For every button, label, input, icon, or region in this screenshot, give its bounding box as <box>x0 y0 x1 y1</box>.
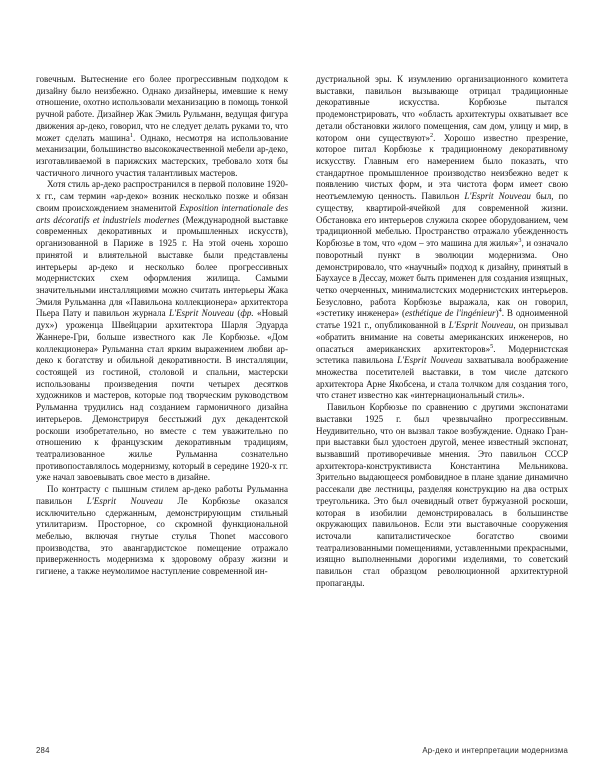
footnote-marker: 4 <box>498 307 502 315</box>
text-run: захватывала воображение множества посетителей выставки, в том числе датского архитектора Арне Якобсена, и стала толчком для создания того, что станет известно как «интернациональный стиль». <box>316 355 568 401</box>
italic-phrase: L'Esprit Nouveau <box>86 495 163 506</box>
italic-phrase: esthétique de l'ingénieur <box>405 308 496 319</box>
paragraph <box>316 74 568 402</box>
italic-phrase: Exposition internationale des arts décoratifs et industriels modernes <box>36 202 288 225</box>
text-run: . В одноименной статье 1921 г., опубликованной в <box>316 308 569 331</box>
footnote-marker: 2 <box>430 131 434 139</box>
paragraph <box>36 484 288 578</box>
text-run: Хотя стиль ар-деко распространился в первой половине 1920-х гг., сам термин «ар-деко» возник несколько позже и обязан своим происхождением знаменитой <box>36 179 288 213</box>
text-run: . Модернистская эстетика павильона <box>316 343 569 366</box>
running-head: Ар-деко и интерпретации модернизма <box>422 745 568 755</box>
italic-phrase: L'Esprit Nouveau <box>169 308 234 319</box>
text-run: , и означало поворотный пункт в эволюции модернизма. Оно демонстрировало, что «научный» подход к дизайну, принятый в Баухаусе в Дессау, может быть применен для создания изящных, четко очерченных, минималистских модернистских интерьеров. Безусловно, работа Корбюзье выражала, как он говорил, «эстетику инженера» ( <box>316 238 569 319</box>
italic-phrase: L'Esprit Nouveau <box>464 191 531 202</box>
footnote-marker: 3 <box>518 237 522 245</box>
text-run: . Однако, несмотря на использование механизации, большинство высококачественной мебели ар-деко, изготавливаемой в парижских мастерских, требовало хотя бы частичного личного участия талантливых мастеров. <box>36 132 288 178</box>
page-number: 284 <box>36 745 50 755</box>
text-run: ( <box>233 308 241 319</box>
text-run: Павильон Корбюзье по сравнению с другими экспонатами выставки 1925 г. был чрезвычайно прогрессивным. Неудивительно, что он вызвал такое возбуждение. Однако Гран-при выставки был удостоен другой, менее известный экспонат, вызвавший противоречивые мнения. Это павильон СССР архитектора-конструктивиста Константина Мельникова. Зрительно выдающееся ромбовидное в плане здание динамично рассекали две лестницы, разделяя конструкцию на два острых треугольника. Это был очевидный ответ буржуазной роскоши, которая в изобилии демонстрировалась в большинстве окружающих павильонов. Если эти выставочные сооружения источали капиталистическое богатство своими театрализованными помещениями, уставленными прекрасными, изящно выполненными дорогими изделиями, то советский павильон стал образцом революционной архитектурной пропаганды. <box>316 402 568 588</box>
paragraph <box>36 179 288 484</box>
left-text-column <box>36 74 288 704</box>
text-run: (Международной выставке современных декоративных и промышленных искусств), организованной в Париже в 1925 г. На этой очень хорошо принятой и влиятельной выставке были представлены интерьеры ар-деко и несколько более прогрессивных модернистских схем оформления жилища. Самыми значительными инсталляциями можно считать интерьеры Жака Эмиля Рульманна для «Павильона коллекционера» архитектора Пьера Пату и павильон журнала <box>36 214 288 319</box>
footnote-marker: 5 <box>490 342 494 350</box>
italic-phrase: L'Esprit Nouveau <box>397 355 463 366</box>
italic-phrase: фр. <box>240 308 254 319</box>
text-run: дустриальной эры. К изумлению организационного комитета выставки, павильон вызывающе отрицал традиционные декоративные искусства. Корбюзье пытался продемонстрировать, что «область архитектуры охватывает все детали обстановки жилого помещения, сам дом, улицу и мир, в котором они существуют» <box>316 74 568 143</box>
paragraph <box>36 74 288 179</box>
page-footer <box>36 742 568 758</box>
text-run: , он призывал «обратить внимание на советы американских инженеров, но опасаться американских архитекторов» <box>316 320 568 354</box>
two-column-text-body <box>36 74 568 704</box>
text-run: По контрасту с пышным стилем ар-деко работы Рульманна павильон <box>36 484 288 506</box>
footnote-marker: 1 <box>129 131 133 139</box>
text-run: . Хорошо известно презрение, которое питал Корбюзье к традиционному декоративному искусству. Главным его намерением было показать, что стандартное промышленное производство неизбежно ведет к появлению чистых форм, и эта чистота форм имеет свою неотъемлемую ценность. Павильон <box>316 132 568 202</box>
text-run: «Новый дух») уроженца Швейцарии архитектора Шарля Эдуарда Жаннере-Гри, больше известного как Ле Корбюзье. «Дом коллекционера» Рульманна стал ярким выражением любви ар-деко к богатству и обильной декоративности. В инсталляции, состоящей из гостиной, столовой и спальни, мастерски использованы произведения почти четырех десятков художников и мастеров, которые под творческим руководством Рульманна трудились над созданием гармоничного дизайна интерьеров. Демонстрируя бесстыжий дух декадентской роскоши изобретательно, но вместе с тем уважительно по отношению к французским декоративным традициям, театрализованное жилье Рульманна сознательно противопоставлялось модернизму, который в середине 1920-х гг. уже начал завоевывать свое место в дизайне. <box>36 308 288 483</box>
italic-phrase: L'Esprit Nouveau <box>448 320 514 331</box>
paragraph <box>316 402 568 590</box>
text-run: ) <box>495 308 499 319</box>
text-run: Ле Корбюзье оказался исключительно сдержанным, демонстрирующим стильный утилитаризм. Просторное, со скромной функциональной мебелью, включая гнутые стулья Thonet массового производства, это авангардистское помещение отражало приверженность модернизма к здоровому образу жизни и гигиене, а также неумолимое наступление современной ин- <box>36 495 288 577</box>
text-run: был, по существу, квартирой-ячейкой для современной жизни. Обстановка его интерьеров служила скорее оборудованием, чем традиционной мебелью. Пространство отражало убежденность Корбюзье в том, что «дом – это машина для жилья» <box>316 191 568 249</box>
right-text-column <box>316 74 568 704</box>
text-run: говечным. Вытеснение его более прогрессивным подходом к дизайну было неизбежно. Однако дизайнеры, имевшие к нему отношение, охотно использовали механизацию в помощь тонкой ручной работе. Дизайнер Жак Эмиль Рульманн, ведущая фигура движения ар-деко, говорил, что не следует делать руками то, что может сделать машина <box>36 74 288 143</box>
